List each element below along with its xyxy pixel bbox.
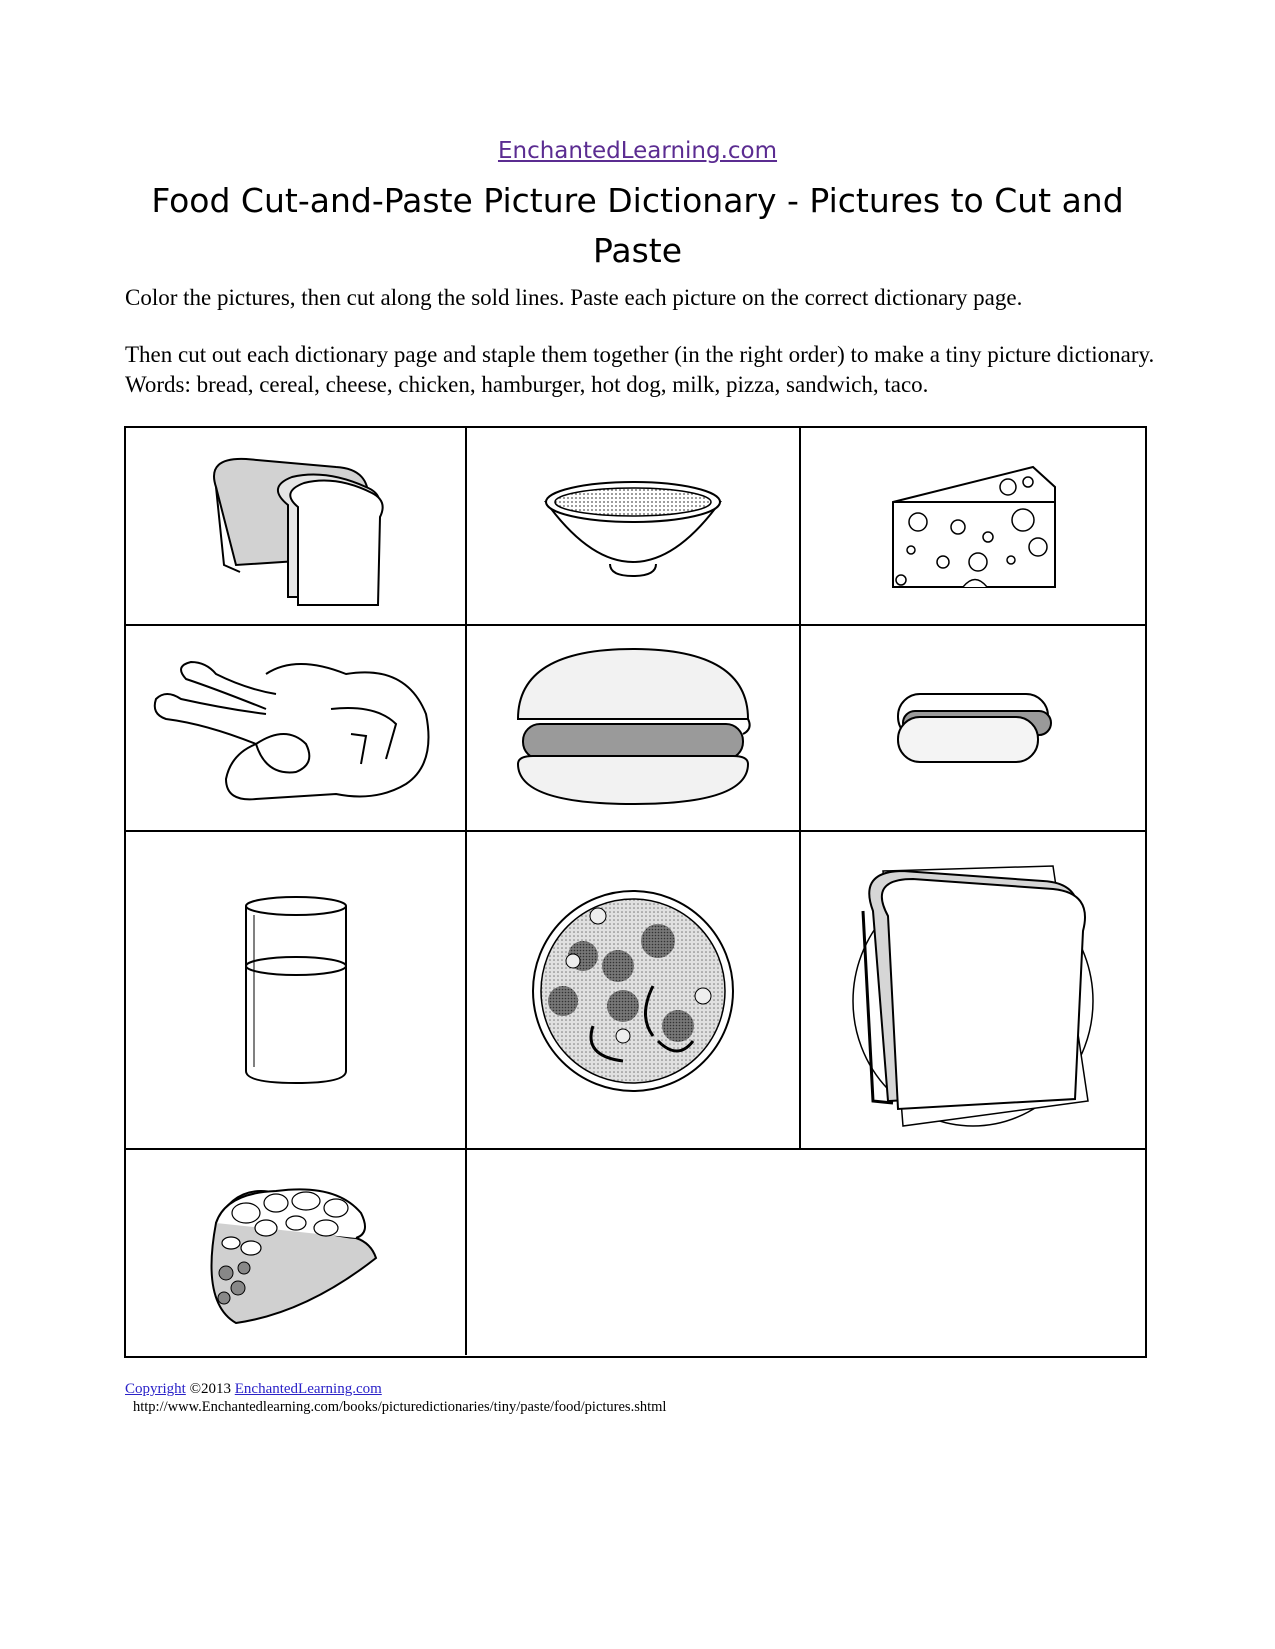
chicken-icon xyxy=(146,654,446,804)
bread-icon xyxy=(196,447,396,607)
picture-cell-milk[interactable] xyxy=(126,832,466,1149)
picture-cell-chicken[interactable] xyxy=(126,626,466,831)
page-title: Food Cut-and-Paste Picture Dictionary - Pictures to Cut and Paste xyxy=(151,181,1124,270)
instructions-line-1: Color the pictures, then cut along the sold lines. Paste each picture on the correct dictionary page. xyxy=(125,285,1023,310)
hamburger-icon xyxy=(508,644,758,814)
milk-glass-icon xyxy=(236,891,356,1091)
cereal-bowl-icon xyxy=(538,472,728,582)
footer xyxy=(125,1380,666,1416)
taco-icon xyxy=(196,1173,396,1333)
picture-cell-taco[interactable] xyxy=(126,1150,466,1355)
picture-cell-hot-dog[interactable] xyxy=(800,626,1145,831)
hot-dog-icon xyxy=(893,689,1053,769)
cheese-icon xyxy=(883,462,1063,592)
copyright-link[interactable]: Copyright xyxy=(125,1381,186,1397)
picture-cell-pizza[interactable] xyxy=(466,832,800,1149)
sandwich-icon xyxy=(843,851,1103,1131)
instructions-line-2: Then cut out each dictionary page and staple them together (in the right order) to make a tiny picture dictionary. Words: bread, cereal, cheese, chicken, hamburger, hot dog, milk, pizza, sandwich, taco. xyxy=(125,342,1155,397)
copyright-year: ©2013 xyxy=(189,1381,231,1397)
page-url: http://www.Enchantedlearning.com/books/picturedictionaries/tiny/paste/food/pictures.shtml xyxy=(133,1399,667,1415)
empty-cell xyxy=(466,1150,1145,1355)
picture-cell-sandwich[interactable] xyxy=(800,832,1145,1149)
picture-cell-cereal[interactable] xyxy=(466,428,800,625)
picture-cell-cheese[interactable] xyxy=(800,428,1145,625)
picture-cell-hamburger[interactable] xyxy=(466,626,800,831)
site-link[interactable]: EnchantedLearning.com xyxy=(497,138,778,164)
pizza-icon xyxy=(528,886,738,1096)
picture-grid xyxy=(124,426,1147,1358)
footer-site-link[interactable]: EnchantedLearning.com xyxy=(234,1381,382,1397)
picture-cell-bread[interactable] xyxy=(126,428,466,625)
